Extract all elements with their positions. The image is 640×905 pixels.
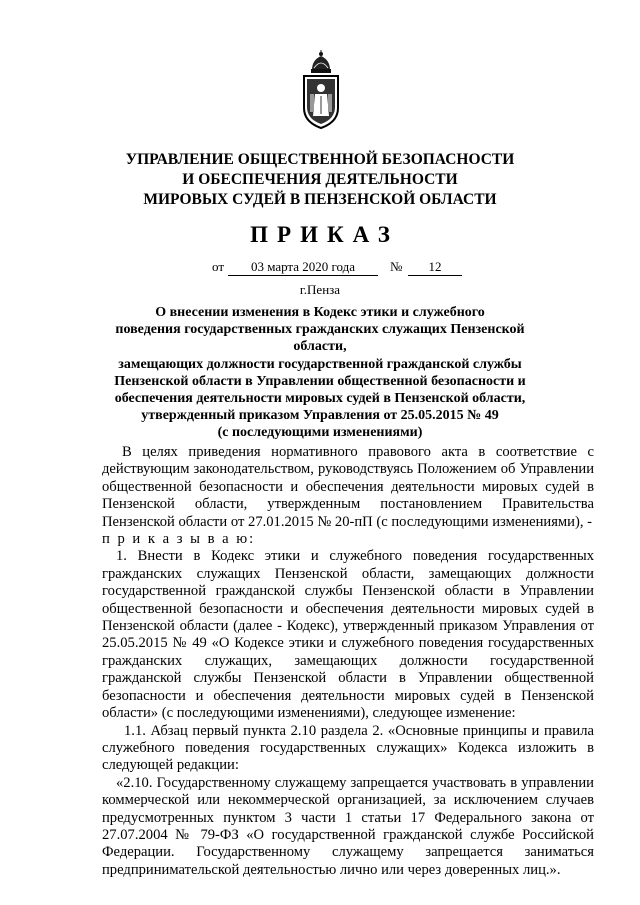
title-line-7: (с последующими изменениями): [217, 425, 423, 441]
quote-paragraph: «2.10. Государственному служащему запрещается участвовать в управлении коммерческой или некоммерческой организацией, за исключением случаев предусмотренных пунктом 3 части 1 статьи 17 Федерального закона от 27.07.2004 № 79-ФЗ «О государственной гражданской службе Российской Федерации. Государственному служащему запрещается заниматься предпринимательской деятельностью лично или через доверенных лиц.».: [102, 774, 594, 878]
city: г.Пенза: [299, 282, 341, 297]
number-value: 12: [408, 259, 462, 276]
title-line-4: Пензенской области в Управлении общественной безопасности и: [114, 373, 526, 389]
org-line-1: УПРАВЛЕНИЕ ОБЩЕСТВЕННОЙ БЕЗОПАСНОСТИ: [125, 151, 515, 168]
date-prefix: от: [212, 259, 225, 274]
title-line-2: поведения государственных гражданских служащих Пензенской области,: [115, 322, 525, 355]
title-line-5: обеспечения деятельности мировых судей в Пензенской области,: [114, 391, 526, 407]
document-type: ПРИКАЗ: [250, 222, 399, 247]
date-value: 03 марта 2020 года: [228, 259, 378, 276]
title-line-1: О внесении изменения в Кодекс этики и служебного: [155, 305, 485, 320]
title-line-3: замещающих должности государственной гражданской службы: [118, 356, 522, 372]
org-line-2: И ОБЕСПЕЧЕНИЯ ДЕЯТЕЛЬНОСТИ: [182, 171, 458, 188]
org-line-3: МИРОВЫХ СУДЕЙ В ПЕНЗЕНСКОЙ ОБЛАСТИ: [143, 191, 497, 208]
organization-name: [0, 150, 640, 210]
item-1-1-paragraph: 1.1. Абзац первый пункта 2.10 раздела 2. «Основные принципы и правила служебного поведения государственных служащих» Кодекса изложить в следующей редакции:: [102, 722, 594, 774]
order-word: п р и к а з ы в а ю:: [102, 531, 256, 548]
item-1-paragraph: 1. Внести в Кодекс этики и служебного поведения государственных гражданских служащих Пензенской области, замещающих должности государственной гражданской службы Пензенской области в Управлении общественной безопасности и обеспечения деятельности мировых судей в Пензенской области (далее - Кодекс), утвержденный приказом Управления от 25.05.2015 № 49 «О Кодексе этики и служебного поведения государственных гражданских служащих, замещающих должности государственной гражданской службы Пензенской области в Управлении общественной безопасности и обеспечения деятельности мировых судей в Пензенской области» (с последующими изменениями), следующее изменение:: [102, 548, 594, 722]
document-title: [95, 304, 545, 442]
number-prefix: №: [390, 259, 403, 274]
title-line-6: утвержденный приказом Управления от 25.05.2015 № 49: [141, 408, 499, 424]
document-body: [102, 444, 594, 879]
penza-coat-of-arms-icon: [298, 50, 344, 130]
preamble-paragraph: В целях приведения нормативного правового акта в соответствие с действующим законодательством, руководствуясь Положением об Управлении общественной безопасности и обеспечения деятельности мировых судей в Пензенской области, утвержденным постановлением Правительства Пензенской области от 27.01.2015 № 20-пП (с последующими изменениями), -: [102, 444, 594, 530]
